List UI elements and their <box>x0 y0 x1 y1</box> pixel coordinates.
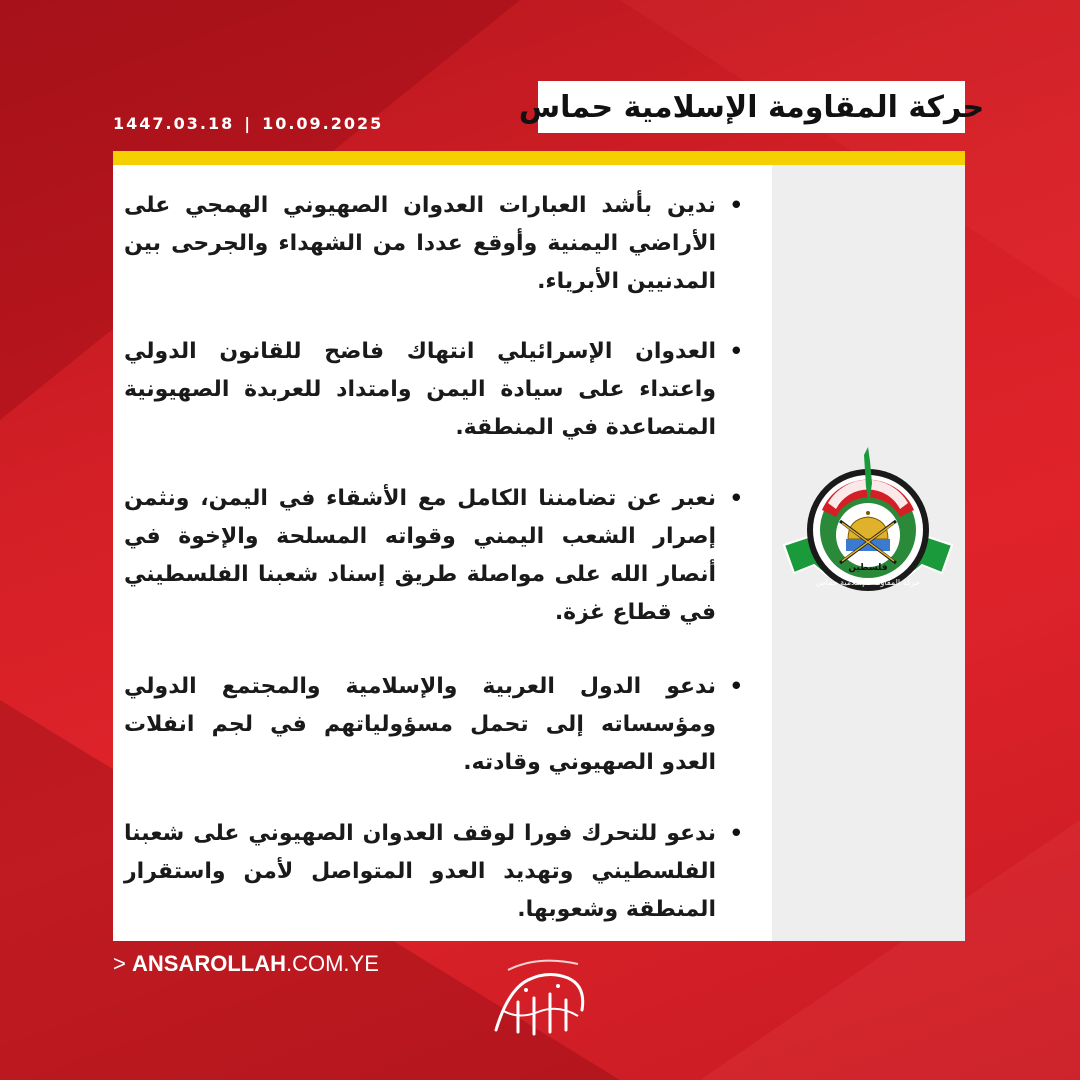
date-hijri: 1447.03.18 <box>113 114 235 133</box>
emblem-top-word: فلسطين <box>848 563 888 573</box>
bullet: • <box>728 337 744 367</box>
bullet: • <box>728 672 744 702</box>
statement-text: نعبر عن تضامننا الكامل مع الأشقاء في اليمن، ونثمن إصرار الشعب اليمني وقواته المسلحة والإخوة في أنصار الله على مواصلة طريق إسناد شعبنا الفلسطيني في قطاع غزة. <box>124 486 716 625</box>
statement-text: ندين بأشد العبارات العدوان الصهيوني الهمجي على الأراضي اليمنية وأوقع عددا من الشهداء والجرحى بين المدنيين الأبرياء. <box>124 193 716 294</box>
accent-bar <box>113 151 965 165</box>
statement-text: ندعو للتحرك فورا لوقف العدوان الصهيوني على شعبنا الفلسطيني وتهديد العدو المتواصل لأمن واستقرار المنطقة وشعوبها. <box>124 821 716 922</box>
list-item <box>124 333 744 447</box>
list-item <box>124 815 744 929</box>
ansarollah-calligraphy-icon <box>478 950 602 1045</box>
site-domain: .COM.YE <box>285 951 379 976</box>
logo-column <box>772 165 965 941</box>
bullet: • <box>728 484 744 514</box>
website-link[interactable] <box>113 951 379 977</box>
statement-text: ندعو الدول العربية والإسلامية والمجتمع الدولي ومؤسساته إلى تحمل مسؤولياتهم في لجم انفلات العدو الصهيوني وقادته. <box>124 674 716 775</box>
date-line <box>113 114 383 133</box>
statement-panel <box>113 151 965 941</box>
bullet: • <box>728 819 744 849</box>
statement-list <box>113 165 772 941</box>
page-title: حركة المقاومة الإسلامية حماس <box>518 89 985 125</box>
list-item <box>124 480 744 632</box>
emblem-ribbon-text: حركة المقاومة الإسلامية حماس <box>815 578 921 587</box>
bullet: • <box>728 191 744 221</box>
list-item <box>124 668 744 782</box>
date-separator: | <box>244 114 253 133</box>
statement-text: العدوان الإسرائيلي انتهاك فاضح للقانون الدولي واعتداء على سيادة اليمن وامتداد للعربدة الصهيونية المتصاعدة في المنطقة. <box>124 339 716 440</box>
list-item <box>124 187 744 301</box>
hamas-emblem-icon <box>772 435 965 635</box>
site-name-bold: ANSAROLLAH <box>131 951 286 976</box>
date-gregorian: 10.09.2025 <box>262 114 384 133</box>
link-arrow: > <box>113 951 126 976</box>
page-title-box <box>518 81 985 133</box>
